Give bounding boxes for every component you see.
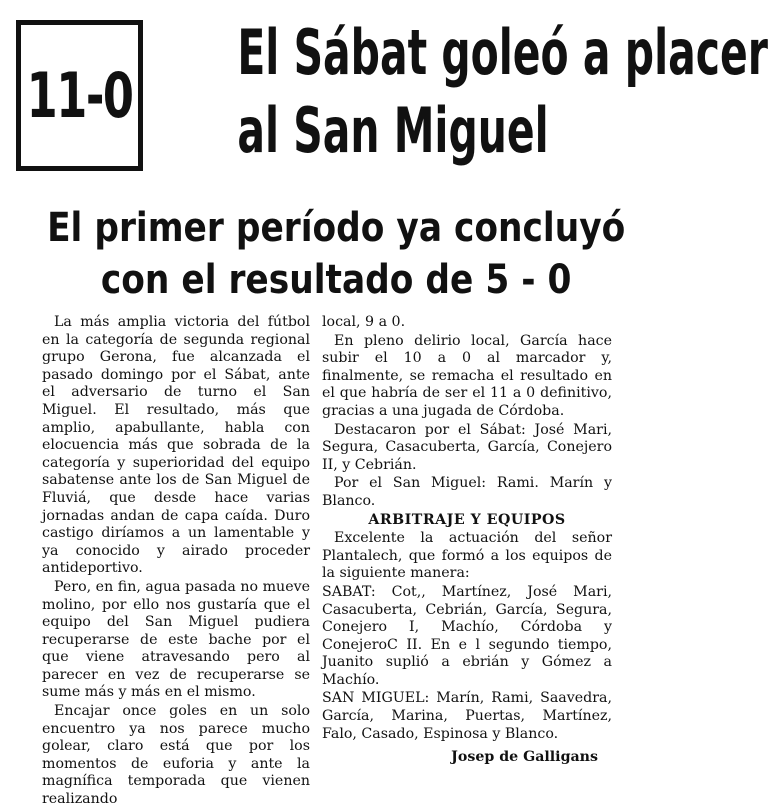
page-top-edge	[0, 0, 619, 10]
article-column-left	[42, 314, 310, 810]
author-byline: Josep de Galligans	[451, 749, 598, 766]
article-paragraph: local, 9 a 0.	[322, 314, 406, 330]
subheadline-block	[47, 202, 625, 306]
headline-line-1: El Sábat goleó a placer	[237, 16, 768, 89]
score-box	[16, 20, 143, 171]
article-paragraph: SABAT: Cot,, Martínez, José Mari, Casacuberta, Cebrián, García, Segura, Conejero I, Machío, Córdoba y ConejeroC II. En e l segundo tiempo, Juanito suplió a ebrián y Gómez a Machío.	[322, 583, 612, 688]
article-paragraph: En pleno delirio local, García hace subir el 10 a 0 al marcador y, finalmente, se remacha el resultado en el que habría de ser el 11 a 0 definitivo, gracias a una jugada de Córdoba.	[322, 332, 612, 419]
subheadline-line-1: El primer período ya concluyó	[47, 205, 626, 251]
article-paragraph: Por el San Miguel: Rami. Marín y Blanco.	[322, 475, 612, 509]
subheadline	[0, 202, 626, 306]
article-paragraph: SAN MIGUEL: Marín, Rami, Saavedra, García, Marina, Puertas, Martínez, Falo, Casado, Espinosa y Blanco.	[322, 690, 612, 742]
subheadline-line-2: con el resultado de 5 - 0	[100, 257, 572, 303]
article-paragraph: Pero, en fin, agua pasada no mueve molino, por ello nos gustaría que el equipo del San Miguel pudiera recuperarse de este bache por el que viene atravesando pero al parecer en vez de recuperarse se sume más y más en el mismo.	[42, 578, 310, 701]
section-title: ARBITRAJE Y EQUIPOS	[368, 511, 566, 528]
headline-line-2: al San Miguel	[237, 94, 549, 167]
score-text: 11-0	[26, 59, 133, 132]
article-paragraph: Excelente la actuación del señor Plantalech, que formó a los equipos de la siguiente manera:	[322, 530, 612, 582]
headline	[237, 14, 768, 170]
article-paragraph: La más amplia victoria del fútbol en la categoría de segunda regional grupo Gerona, fue alcanzada el pasado domingo por el Sábat, ante el adversario de turno el San Miguel. El resultado, más que amplio, apabullante, habla con elocuencia más que sobrada de la categoría y superioridad del equipo sabatense ante los de San Miguel de Fluviá, que desde hace varias jornadas andan de capa caída. Duro castigo diríamos a un lamentable y ya conocido y airado proceder antideportivo.	[42, 314, 310, 577]
article-column-right	[322, 314, 612, 767]
article-paragraph: Destacaron por el Sábat: José Mari, Segura, Casacuberta, García, Conejero II, y Cebrián.	[322, 421, 612, 473]
article-paragraph: Encajar once goles en un solo encuentro ya nos parece mucho golear, claro está que por los momentos de euforia y ante la magnífica temporada que vienen realizando	[42, 703, 310, 808]
